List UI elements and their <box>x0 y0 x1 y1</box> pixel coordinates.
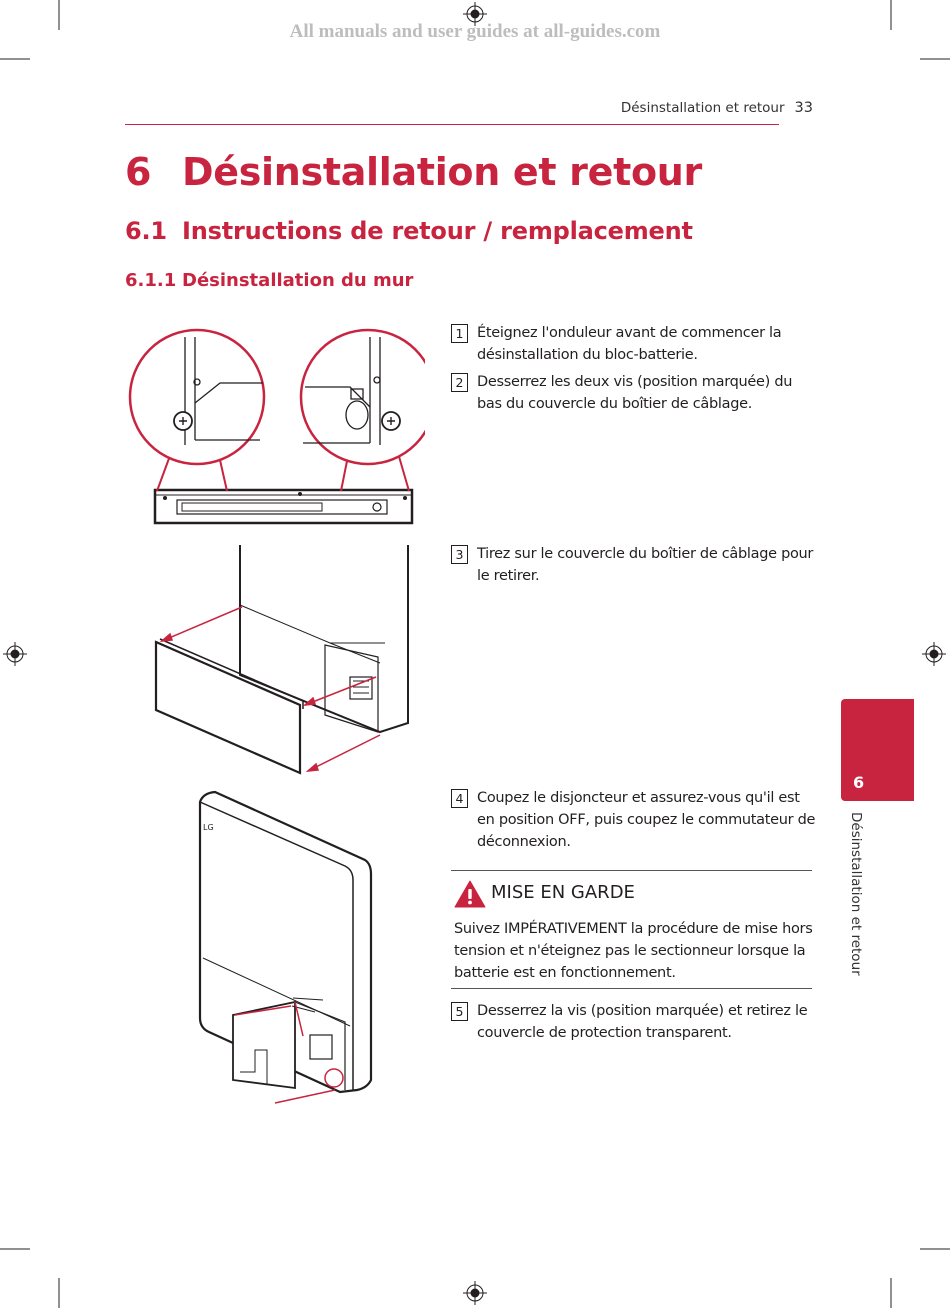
figure-pull-cover <box>150 545 415 777</box>
chapter-heading <box>125 150 702 194</box>
chapter-tab <box>841 699 914 801</box>
chapter-tab-label <box>848 812 870 976</box>
step-text: Coupez le disjoncteur et assurez-vous qu'il est en position OFF, puis coupez le commutateur de déconnexion. <box>477 790 816 850</box>
watermark: All manuals and user guides at all-guides.com <box>289 21 661 42</box>
header-rule <box>125 124 779 125</box>
page-number: 33 <box>794 100 813 116</box>
figure-battery-unit <box>195 790 375 1108</box>
caution-title: MISE EN GARDE <box>491 882 635 903</box>
section-title: Instructions de retour / remplacement <box>182 217 693 245</box>
registration-mark-bottom <box>463 1281 487 1305</box>
chapter-tab-text: Désinstallation et retour <box>848 812 864 976</box>
step-number: 4 <box>451 789 468 808</box>
step-number: 2 <box>451 373 468 392</box>
step-number: 3 <box>451 545 468 564</box>
caution-text: Suivez IMPÉRATIVEMENT la procédure de mise hors tension et n'éteignez pas le sectionneur lorsque la batterie est en fonctionnement. <box>454 921 813 981</box>
registration-mark-right <box>922 642 946 666</box>
running-header <box>621 100 813 116</box>
running-title: Désinstallation et retour <box>620 100 785 116</box>
step-number: 5 <box>451 1002 468 1021</box>
subsection-title: Désinstallation du mur <box>182 270 414 291</box>
registration-mark-left <box>3 642 27 666</box>
caution-bottom-rule <box>451 988 812 989</box>
subsection-number: 6.1.1 <box>125 270 177 291</box>
caution-top-rule <box>451 870 812 871</box>
step-text: Desserrez la vis (position marquée) et retirez le couvercle de protection transparent. <box>477 1003 808 1041</box>
chapter-tab-number: 6 <box>853 773 865 792</box>
section-heading <box>125 217 693 245</box>
chapter-title: Désinstallation et retour <box>182 150 702 194</box>
lg-logo: LG <box>203 823 214 832</box>
step-number: 1 <box>451 324 468 343</box>
step-text: Éteignez l'onduleur avant de commencer la désinstallation du bloc-batterie. <box>477 325 782 363</box>
warning-icon <box>454 880 486 908</box>
chapter-number: 6 <box>125 150 152 194</box>
step-text: Tirez sur le couvercle du boîtier de câblage pour le retirer. <box>477 546 814 584</box>
section-number: 6.1 <box>125 217 167 245</box>
figure-wiring-box-screws <box>125 325 425 530</box>
subsection-heading <box>125 270 413 291</box>
step-text: Desserrez les deux vis (position marquée) du bas du couvercle du boîtier de câblage. <box>477 374 793 412</box>
